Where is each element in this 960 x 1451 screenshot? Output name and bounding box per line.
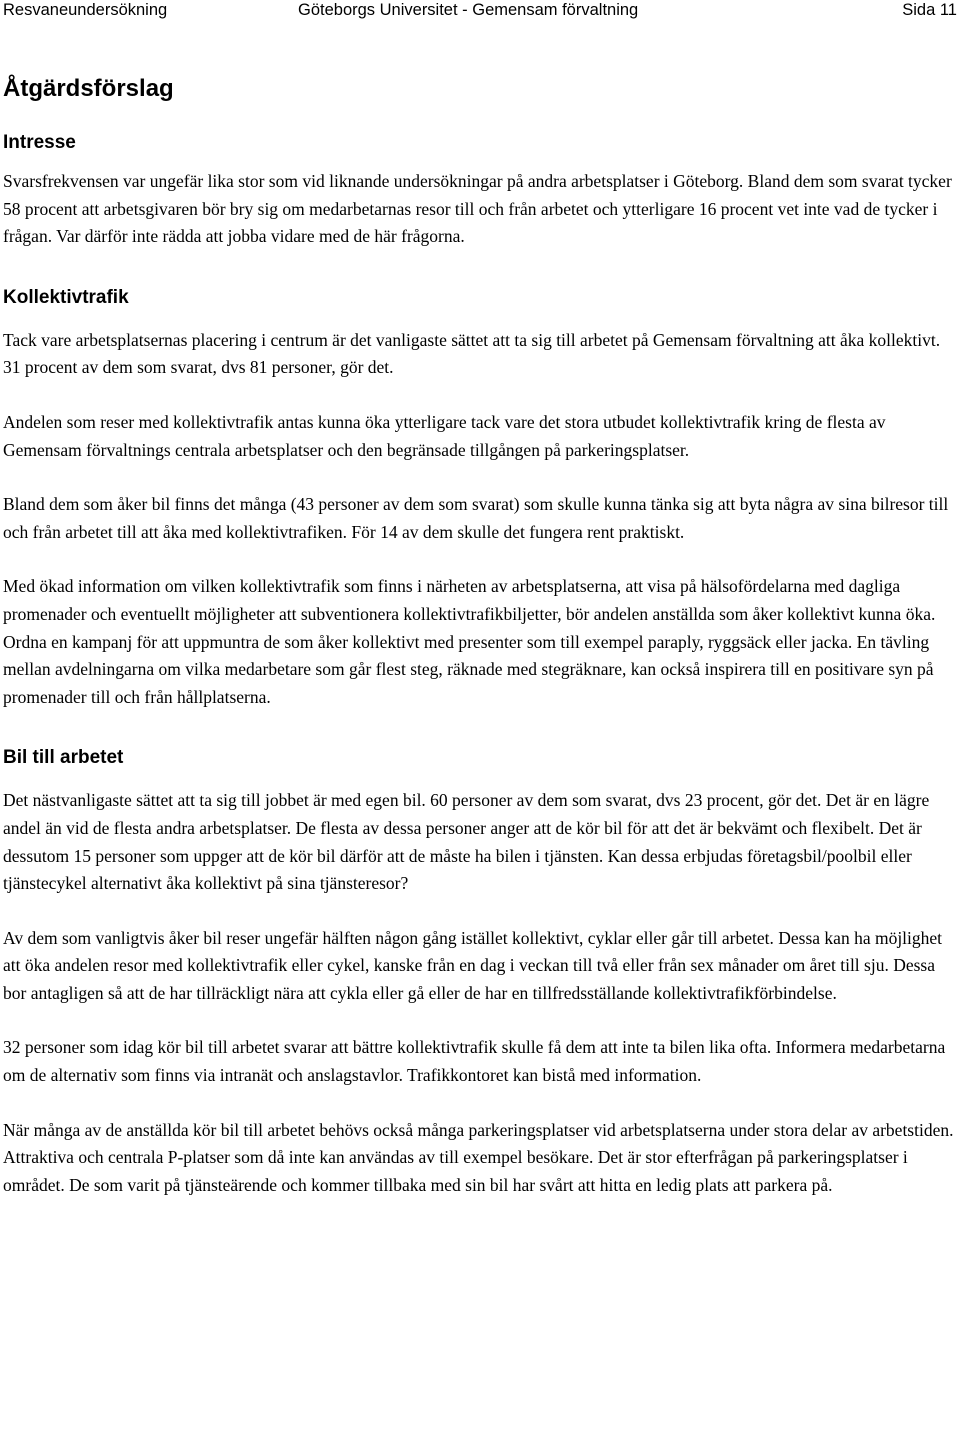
paragraph-bil-till-arbetet: När många av de anställda kör bil till arbetet behövs också många parkeringsplatser vid arbetsplatserna under stora delar av arbetstiden. Attraktiva och centrala P-platser som då inte kan användas av till exempel besökare. Det är stor efterfrågan på parkeringsplatser i området. De som varit på tjänsteärende och kommer tillbaka med sin bil har svårt att hitta en ledig plats att parkera på. [3,1119,954,1195]
header-report-name: Resvaneundersökning [3,1,168,19]
paragraph-kollektivtrafik: Tack vare arbetsplatsernas placering i centrum är det vanligaste sättet att ta sig till arbetet på Gemensam förvaltning att åka kollektivt. 31 procent av dem som svarat, dvs 81 personer, gör det. [3,329,941,378]
header-page-number: Sida 11 [902,1,957,19]
paragraph-bil-till-arbetet: Det nästvanligaste sättet att ta sig till jobbet är med egen bil. 60 personer av dem som svarat, dvs 23 procent, gör det. Det är en lägre andel än vid de flesta andra arbetsplatser. De flesta av dessa personer anger att de kör bil för att det är bekvämt och flexibelt. Det är dessutom 15 personer som uppger att de kör bil därför att de måste ha bilen i tjänsten. Kan dessa erbjudas företagsbil/poolbil eller tjänstecykel alternativt åka kollektivt på sina tjänsteresor? [3,790,930,894]
section-heading-kollektivtrafik: Kollektivtrafik [3,286,129,308]
document-page [3,0,957,1199]
section-heading-bil-till-arbetet: Bil till arbetet [3,747,124,769]
page-title: Åtgärdsförslag [3,75,174,102]
header-organization: Göteborgs Universitet - Gemensam förvaltning [298,1,639,19]
paragraph-intresse: Svarsfrekvensen var ungefär lika stor som vid liknande undersökningar på andra arbetsplatser i Göteborg. Bland dem som svarat tycker 58 procent att arbetsgivaren bör bry sig om medarbetarnas resor till och från arbetet och ytterligare 16 procent vet inte vad de tycker i frågan. Var därför inte rädda att jobba vidare med de här frågorna. [3,171,952,247]
paragraph-kollektivtrafik: Andelen som reser med kollektivtrafik antas kunna öka ytterligare tack vare det stora utbudet kollektivtrafik kring de flesta av Gemensam förvaltnings centrala arbetsplatser och den begränsade tillgången på parkeringsplatser. [3,411,886,460]
paragraph-bil-till-arbetet: 32 personer som idag kör bil till arbetet svarar att bättre kollektivtrafik skulle få dem att inte ta bilen lika ofta. Informera medarbetarna om de alternativ som finns via intranät och anslagstavlor. Trafikkontoret kan bistå med information. [3,1037,946,1086]
paragraph-kollektivtrafik: Bland dem som åker bil finns det många (43 personer av dem som svarat) som skulle kunna tänka sig att byta några av sina bilresor till och från arbetet till att åka med kollektivtrafiken. För 14 av dem skulle det fungera rent praktiskt. [3,494,949,542]
paragraph-bil-till-arbetet: Av dem som vanligtvis åker bil reser ungefär hälften någon gång istället kollektivt, cyklar eller går till arbetet. Dessa kan ha möjlighet att öka andelen resor med kollektivtrafik eller cykel, kanske från en dag i veckan till två eller från sex månader om året till sju. Dessa bor antagligen så att de har tillräckligt nära att cykla eller gå eller de har en tillfredsställande kollektivtrafikförbindelse. [3,927,943,1003]
paragraph-kollektivtrafik: Med ökad information om vilken kollektivtrafik som finns i närheten av arbetsplatserna, att visa på hälsofördelarna med dagliga promenader och eventuellt möjligheter att subventionera kollektivtrafikbiljetter, bör andelen anställda som åker kollektivt kunna öka. Ordna en kampanj för att uppmuntra de som åker kollektivt med presenter som till exempel paraply, ryggsäck eller jacka. En tävling mellan avdelningarna om vilka medarbetare som går flest steg, räknade med stegräknare, kan också inspirera till en positivare syn på promenader till och från hållplatserna. [3,576,936,707]
section-heading-intresse: Intresse [3,132,76,153]
running-header [3,0,957,26]
